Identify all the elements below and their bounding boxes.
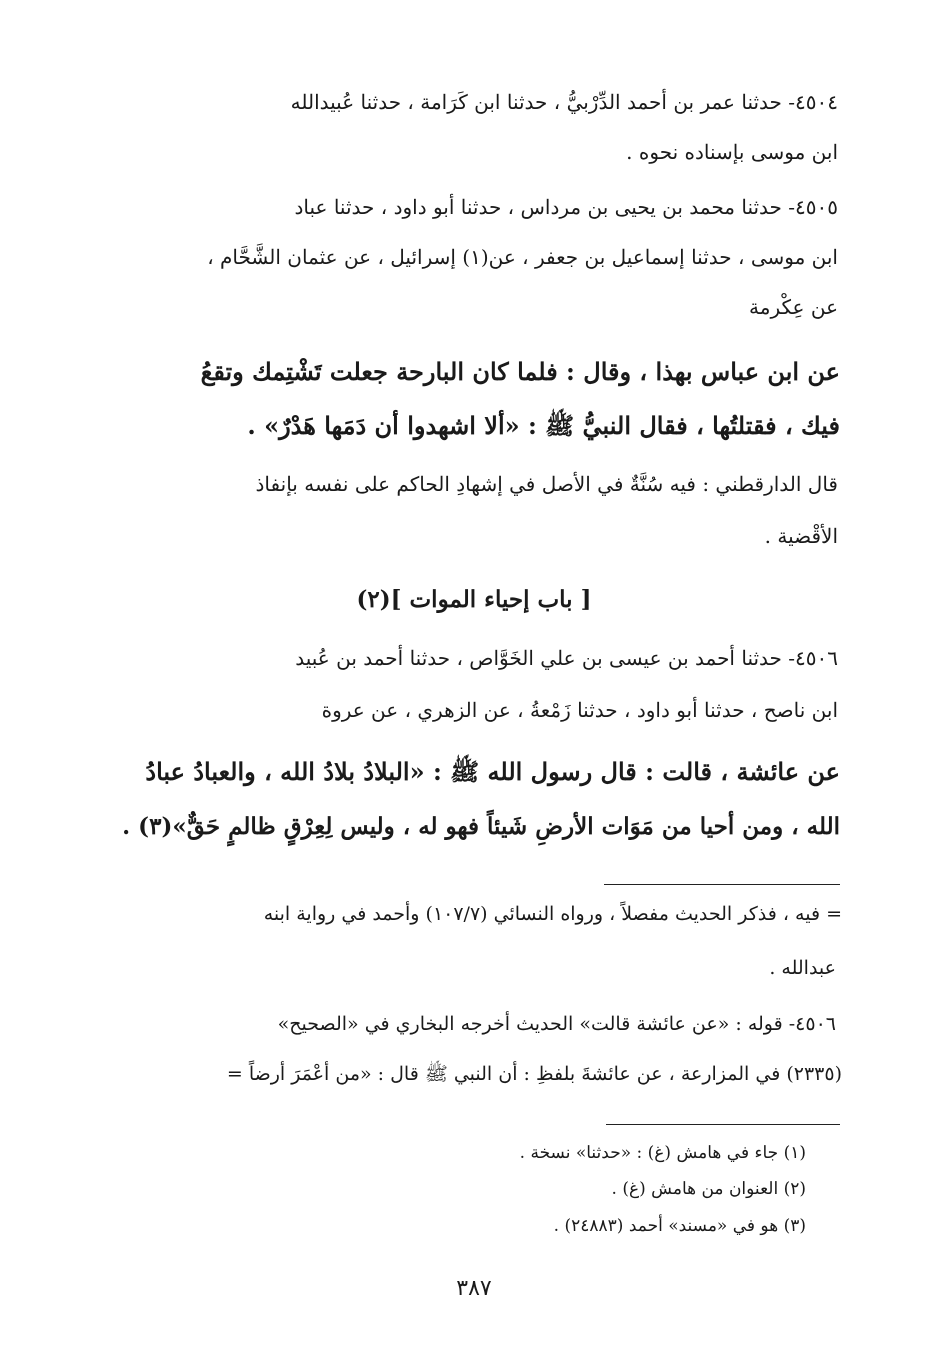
hadith-4505-line-3: عن عِكْرمة	[749, 295, 838, 319]
commentary-line-2: عبدالله .	[769, 957, 836, 979]
hadith-4505-line-2: ابن موسى ، حدثنا إسماعيل بن جعفر ، عن(١) إسرائيل ، عن عثمان الشَّحَّام ،	[207, 245, 838, 269]
daraqutni-note-line-2: الأقْضية .	[764, 524, 838, 548]
hadith-4505-line-1: ٤٥٠٥- حدثنا محمد بن يحيى بن مرداس ، حدثنا أبو داود ، حدثنا عباد	[294, 195, 838, 219]
commentary-line-4: (٢٣٣٥) في المزارعة ، عن عائشةَ بلفظِ : أن النبي ﷺ قال : «من أعْمَرَ أرضاً =	[226, 1063, 842, 1085]
hadith-4504-line-1: ٤٥٠٤- حدثنا عمر بن أحمد الدِّرْبيُّ ، حدثنا ابن كَرَامة ، حدثنا عُبيدالله	[290, 90, 838, 114]
footnote-separator	[606, 1124, 840, 1125]
footnote-2: (٢) العنوان من هامش (غ) .	[611, 1179, 806, 1199]
hadith-4506-matn-2: الله ، ومن أحيا من مَوَات الأرضِ شَيئاً فهو له ، وليس لِعِرْقٍ ظالمٍ حَقٌّ»(٣) .	[122, 813, 840, 840]
hadith-4506-matn-1: عن عائشة ، قالت : قال رسول الله ﷺ : «البلادُ بلادُ الله ، والعبادُ عبادُ	[145, 757, 840, 786]
page-number: ٣٨٧	[456, 1276, 492, 1301]
commentary-line-1: = فيه ، فذكر الحديث مفصلاً ، ورواه النسائي (١٠٧/٧) وأحمد في رواية ابنه	[263, 903, 842, 925]
hadith-4506-line-2: ابن ناصح ، حدثنا أبو داود ، حدثنا زَمْعةُ ، عن الزهري ، عن عروة	[321, 698, 838, 722]
daraqutni-note-line-1: قال الدارقطني : فيه سُنَّةٌ في الأصل في إشهادِ الحاكم على نفسه بإنفاذ	[255, 472, 838, 496]
hadith-4505-matn-1: عن ابن عباس بهذا ، وقال : فلما كان البارحة جعلت تَشْتِمك وتقعُ	[200, 357, 840, 386]
commentary-line-3: ٤٥٠٦- قوله : «عن عائشة قالت» الحديث أخرجه البخاري في «الصحيح»	[277, 1013, 836, 1035]
hadith-4504-line-2: ابن موسى بإسناده نحوه .	[626, 140, 838, 164]
footnote-3: (٣) هو في «مسند» أحمد (٢٤٨٨٣) .	[553, 1216, 806, 1236]
commentary-separator	[604, 884, 840, 885]
footnote-1: (١) جاء في هامش (غ) : «حدثنا» نسخة .	[519, 1143, 806, 1163]
chapter-heading: [ باب إحياء الموات ](٢)	[356, 586, 592, 613]
hadith-4506-line-1: ٤٥٠٦- حدثنا أحمد بن عيسى بن علي الخَوَّاص ، حدثنا أحمد بن عُبيد	[295, 646, 838, 670]
hadith-4505-matn-2: فيك ، فقتلتُها ، فقال النبيُّ ﷺ : «ألا اشهدوا أن دَمَها هَدْرٌ» .	[247, 411, 840, 440]
